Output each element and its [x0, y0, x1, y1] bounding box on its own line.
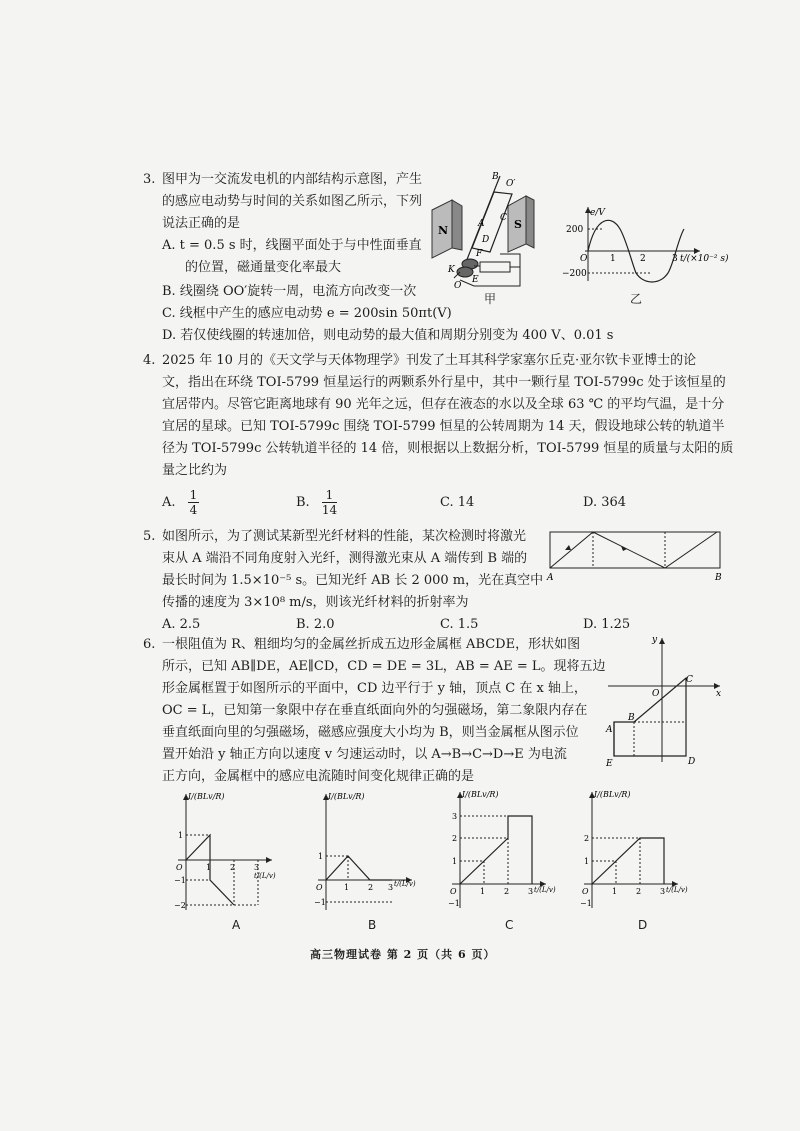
- q6-graph-c: [446, 788, 556, 913]
- svg-text:I/(BLv/R): I/(BLv/R): [462, 790, 499, 799]
- q4-stem-line1: 2025 年 10 月的《天文学与天体物理学》刊发了土耳其科学家塞尔丘克·亚尔钦卡亚博士的论: [162, 353, 697, 368]
- svg-text:−1: −1: [580, 899, 592, 908]
- q3-number: 3.: [143, 172, 156, 187]
- svg-text:O: O: [176, 863, 183, 872]
- svg-text:3: 3: [388, 883, 394, 892]
- q3-option-c: C. 线框中产生的感应电动势 e = 200sin 50πt(V): [162, 306, 452, 321]
- xlabel: t/(×10⁻² s): [680, 254, 729, 264]
- q3-stem-line2: 的感应电动势与时间的关系如图乙所示，下列: [162, 194, 423, 209]
- q4-option-b: B. $\frac{1}{14}$: [296, 488, 338, 517]
- label-c: C: [686, 675, 693, 685]
- svg-text:I/(BLv/R): I/(BLv/R): [328, 792, 365, 801]
- q6-graph-b-caption: B: [368, 918, 377, 932]
- svg-text:1: 1: [318, 852, 324, 861]
- q3-figure-emf-graph: [560, 203, 740, 283]
- xtick-3: 3: [672, 254, 678, 264]
- label-f: F: [476, 249, 483, 259]
- label-o: O: [454, 281, 462, 291]
- label-e: E: [606, 759, 613, 766]
- svg-text:O: O: [450, 887, 457, 896]
- svg-text:t/(L/v): t/(L/v): [534, 886, 556, 894]
- q6-stem-line3: 形金属框置于如图所示的平面中，CD 边平行于 y 轴，顶点 C 在 x 轴上，: [162, 681, 587, 696]
- q4-option-a: A. $\frac{1}{4}$: [162, 488, 198, 517]
- q4-stem-line3: 宜居带内。尽管它距离地球有 90 光年之远，但存在液态的水以及全球 63 ℃ 的平均气温，是十分: [162, 397, 725, 412]
- svg-text:−2: −2: [174, 901, 186, 910]
- svg-text:I/(BLv/R): I/(BLv/R): [188, 792, 225, 801]
- q5-option-d: D. 1.25: [583, 617, 631, 632]
- label-b: B: [715, 573, 722, 582]
- q3-figure-generator: [430, 170, 550, 300]
- ylabel: e/V: [590, 208, 605, 218]
- q6-stem-line2: 所示，已知 AB∥DE，AE∥CD，CD = DE = 3L，AB = AE = L。现将五边: [162, 659, 606, 674]
- svg-text:1: 1: [206, 863, 212, 872]
- label-d: D: [482, 235, 490, 245]
- label-a: A: [606, 725, 613, 735]
- label-b: B: [492, 172, 499, 182]
- svg-text:2: 2: [504, 887, 510, 896]
- q4-stem-line6: 量之比约为: [162, 463, 228, 478]
- svg-text:3: 3: [452, 812, 458, 821]
- q6-stem-line5: 垂直纸面向里的匀强磁场，磁感应强度大小均为 B，则当金属框从图示位: [162, 725, 579, 740]
- q6-graph-b: [312, 790, 422, 915]
- q3-option-b: B. 线圈绕 OO′旋转一周，电流方向改变一次: [162, 284, 417, 299]
- svg-text:1: 1: [178, 831, 184, 840]
- q3-option-a-cont: 的位置，磁通量变化率最大: [185, 260, 342, 275]
- svg-text:−1: −1: [448, 899, 460, 908]
- svg-text:2: 2: [368, 883, 374, 892]
- q6-stem-line7: 正方向，金属框中的感应电流随时间变化规律正确的是: [162, 769, 475, 784]
- label-o: O: [652, 689, 660, 699]
- svg-text:2: 2: [636, 887, 642, 896]
- svg-text:3: 3: [660, 887, 666, 896]
- q6-number: 6.: [143, 637, 156, 652]
- q4-stem-line5: 径为 TOI-5799c 公转轨道半径的 14 倍，则根据以上数据分析，TOI-5799 恒星的质量与太阳的质: [162, 441, 734, 456]
- label-d: D: [688, 757, 696, 766]
- q4-number: 4.: [143, 353, 156, 368]
- q6-stem-line6: 置开始沿 y 轴正方向以速度 v 匀速运动时，以 A→B→C→D→E 为电流: [162, 747, 567, 762]
- q3-option-d: D. 若仅使线圈的转速加倍，则电动势的最大值和周期分别变为 400 V、0.01 s: [162, 328, 614, 343]
- xtick-2: 2: [640, 254, 646, 264]
- q5-option-a: A. 2.5: [162, 617, 201, 632]
- q6-graph-d-caption: D: [638, 918, 648, 932]
- q3-figure-jia-caption: 甲: [484, 292, 497, 306]
- label-k: K: [448, 265, 455, 275]
- svg-text:−1: −1: [174, 876, 186, 885]
- svg-text:3: 3: [528, 887, 534, 896]
- label-y: y: [652, 635, 658, 645]
- svg-text:2: 2: [230, 863, 236, 872]
- label-n: N: [438, 224, 449, 237]
- label-b: B: [628, 713, 635, 723]
- svg-text:2: 2: [452, 834, 458, 843]
- svg-text:1: 1: [612, 887, 618, 896]
- q4-stem-line4: 宜居的星球。已知 TOI-5799c 围绕 TOI-5799 恒星的公转周期为 14 天，假设地球公转的轨道半: [162, 419, 725, 434]
- q5-figure-fiber: [545, 528, 725, 582]
- svg-text:2: 2: [584, 834, 590, 843]
- svg-text:I/(BLv/R): I/(BLv/R): [594, 790, 631, 799]
- ytick-200: 200: [566, 225, 584, 235]
- label-s: S: [514, 218, 522, 231]
- svg-text:−1: −1: [314, 898, 326, 907]
- q4-option-d: D. 364: [583, 495, 627, 510]
- q6-graph-a: [172, 790, 282, 915]
- q3-figure-yi-caption: 乙: [630, 292, 643, 306]
- q5-stem-line2: 束从 A 端沿不同角度射入光纤，测得激光束从 A 端传到 B 端的: [162, 551, 528, 566]
- svg-text:1: 1: [480, 887, 486, 896]
- q5-stem-line4: 传播的速度为 3×10⁸ m/s，则该光纤材料的折射率为: [162, 595, 469, 610]
- ytick-neg200: −200: [562, 269, 587, 279]
- label-o-prime: O′: [506, 179, 516, 189]
- label-c: C: [500, 213, 507, 223]
- q3-stem-line1: 图甲为一交流发电机的内部结构示意图，产生: [162, 172, 423, 187]
- q6-stem-line1: 一根阻值为 R、粗细均匀的金属丝折成五边形金属框 ABCDE，形状如图: [162, 637, 581, 652]
- xtick-origin: O: [580, 254, 588, 264]
- q5-stem-line3: 最长时间为 1.5×10⁻⁵ s。已知光纤 AB 长 2 000 m，光在真空中: [162, 573, 544, 588]
- q4-option-c: C. 14: [440, 495, 475, 510]
- svg-text:t/(L/v): t/(L/v): [394, 880, 416, 888]
- svg-text:1: 1: [584, 857, 590, 866]
- svg-text:3: 3: [254, 863, 260, 872]
- q3-option-a: A. t = 0.5 s 时，线圈平面处于与中性面垂直: [162, 238, 422, 253]
- q6-graph-a-caption: A: [232, 918, 241, 932]
- label-e: E: [472, 275, 479, 285]
- xtick-1: 1: [610, 254, 616, 264]
- svg-text:1: 1: [344, 883, 350, 892]
- svg-text:t/(L/v): t/(L/v): [666, 886, 688, 894]
- svg-text:O: O: [582, 887, 589, 896]
- q5-number: 5.: [143, 529, 156, 544]
- label-a: A: [478, 219, 485, 229]
- page-footer: 高三物理试卷 第 2 页（共 6 页）: [310, 948, 496, 961]
- q6-stem-line4: OC = L，已知第一象限中存在垂直纸面向外的匀强磁场，第二象限内存在: [162, 703, 588, 718]
- svg-text:t/(L/v): t/(L/v): [254, 872, 276, 880]
- label-a: A: [547, 573, 554, 582]
- q4-stem-line2: 文，指出在环绕 TOI-5799 恒星运行的两颗系外行星中，其中一颗行星 TOI-5799c 处于该恒星的: [162, 375, 726, 390]
- q6-graph-d: [578, 788, 688, 913]
- q5-option-c: C. 1.5: [440, 617, 479, 632]
- svg-text:O: O: [316, 883, 323, 892]
- q3-stem-line3: 说法正确的是: [162, 216, 241, 231]
- q5-option-b: B. 2.0: [296, 617, 335, 632]
- q6-graph-c-caption: C: [505, 918, 514, 932]
- label-x: x: [716, 689, 722, 699]
- q6-figure-pentagon: [604, 634, 728, 766]
- q5-stem-line1: 如图所示，为了测试某新型光纤材料的性能，某次检测时将激光: [162, 529, 527, 544]
- svg-text:1: 1: [452, 857, 458, 866]
